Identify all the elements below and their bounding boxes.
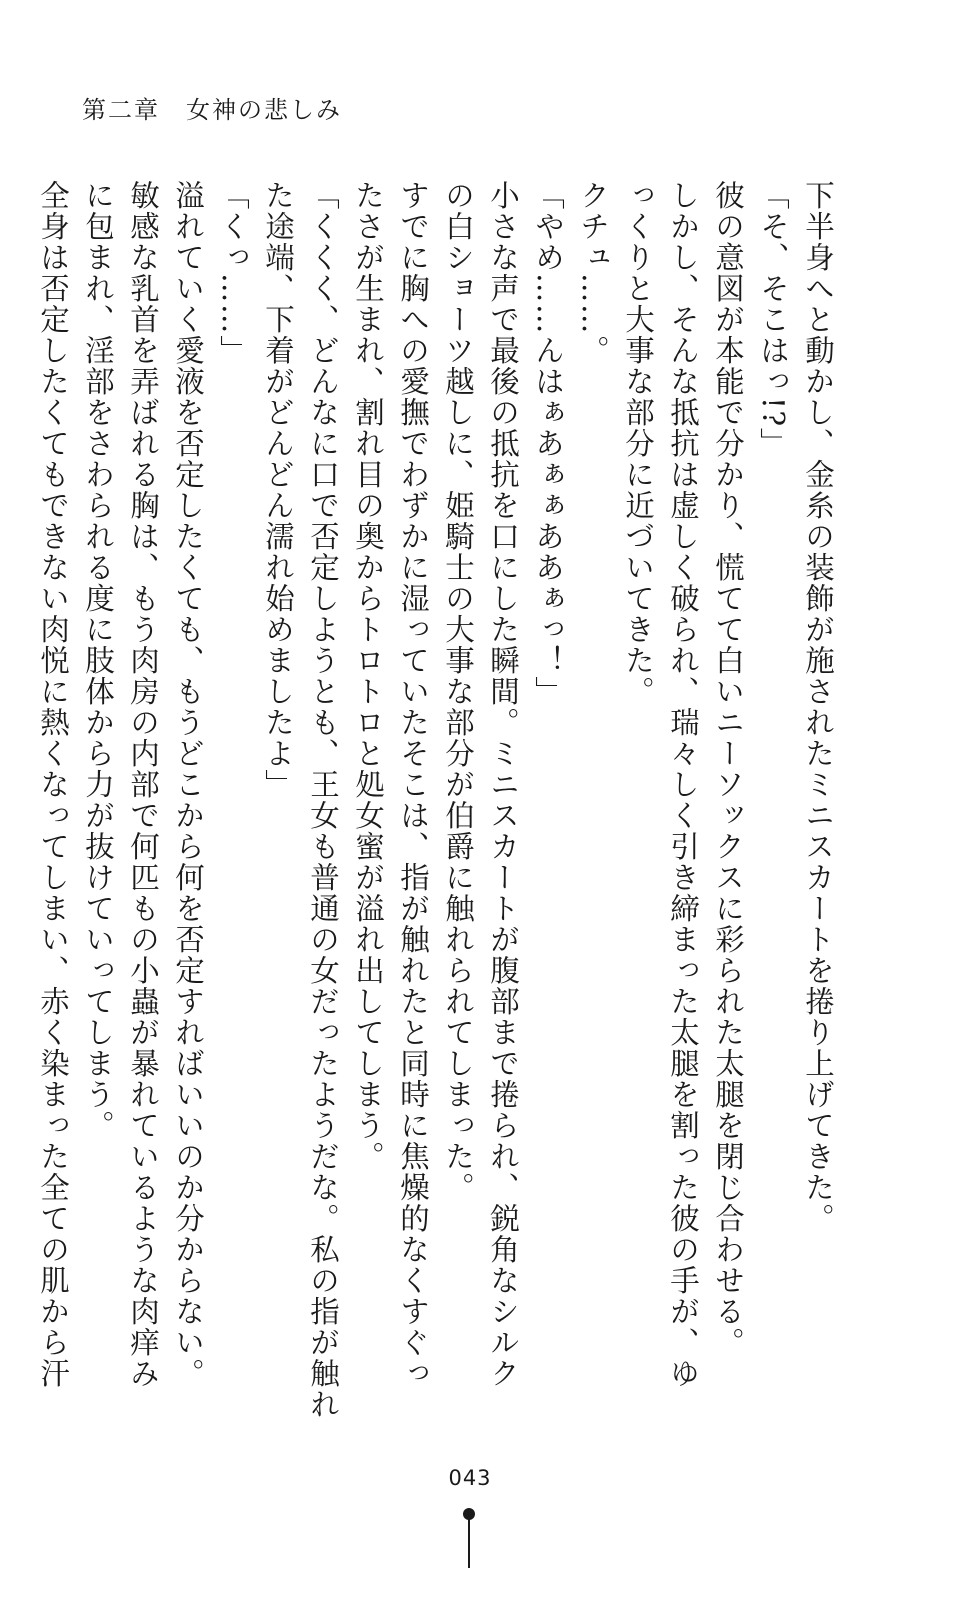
text-line: の白ショーツ越しに、姫騎士の大事な部分が伯爵に触れられてしまった。 — [441, 180, 475, 1203]
text-line: に包まれ、淫部をさわられる度に肢体から力が抜けていってしまう。 — [81, 180, 115, 1141]
text-line: っくりと大事な部分に近づいてきた。 — [621, 180, 655, 707]
folio-ornament-icon — [463, 1508, 475, 1568]
text-line: 「くっ……」 — [216, 180, 250, 366]
body-text — [36, 180, 840, 1420]
page-number: 043 — [448, 1466, 492, 1490]
text-line: すでに胸への愛撫でわずかに湿っていたそこは、指が触れたと同時に焦燥的なくすぐっ — [396, 180, 430, 1389]
text-line: 敏感な乳首を弄ばれる胸は、もう肉房の内部で何匹もの小蟲が暴れているような肉痒み — [126, 180, 160, 1389]
text-line: 全身は否定したくてもできない肉悦に熱くなってしまい、赤く染まった全ての肌から汗 — [36, 180, 70, 1389]
text-line: 溢れていく愛液を否定したくても、もうどこから何を否定すればいいのか分からない。 — [171, 180, 205, 1389]
text-line: 彼の意図が本能で分かり、慌てて白いニーソックスに彩られた太腿を閉じ合わせる。 — [711, 180, 745, 1358]
text-line: 「やめ……んはぁあぁぁああぁっ！」 — [531, 180, 565, 707]
text-line: た途端、下着がどんどん濡れ始めましたよ」 — [261, 180, 295, 800]
text-line: たさが生まれ、割れ目の奥からトロトロと処女蜜が溢れ出してしまう。 — [351, 180, 385, 1172]
running-head: 第二章 女神の悲しみ — [82, 96, 342, 124]
text-line: しかし、そんな抵抗は虚しく破られ、瑞々しく引き締まった太腿を割った彼の手が、ゆ — [666, 180, 700, 1389]
text-line: 小さな声で最後の抵抗を口にした瞬間。ミニスカートが腹部まで捲られ、鋭角なシルク — [486, 180, 520, 1389]
text-line: 「くくく、どんなに口で否定しようとも、王女も普通の女だったようだな。私の指が触れ — [306, 180, 340, 1420]
text-line: クチュ……。 — [576, 180, 610, 366]
text-line: 下半身へと動かし、金糸の装飾が施されたミニスカートを捲り上げてきた。 — [801, 180, 835, 1234]
text-line: 「そ、そこはっ!?」 — [756, 180, 790, 459]
